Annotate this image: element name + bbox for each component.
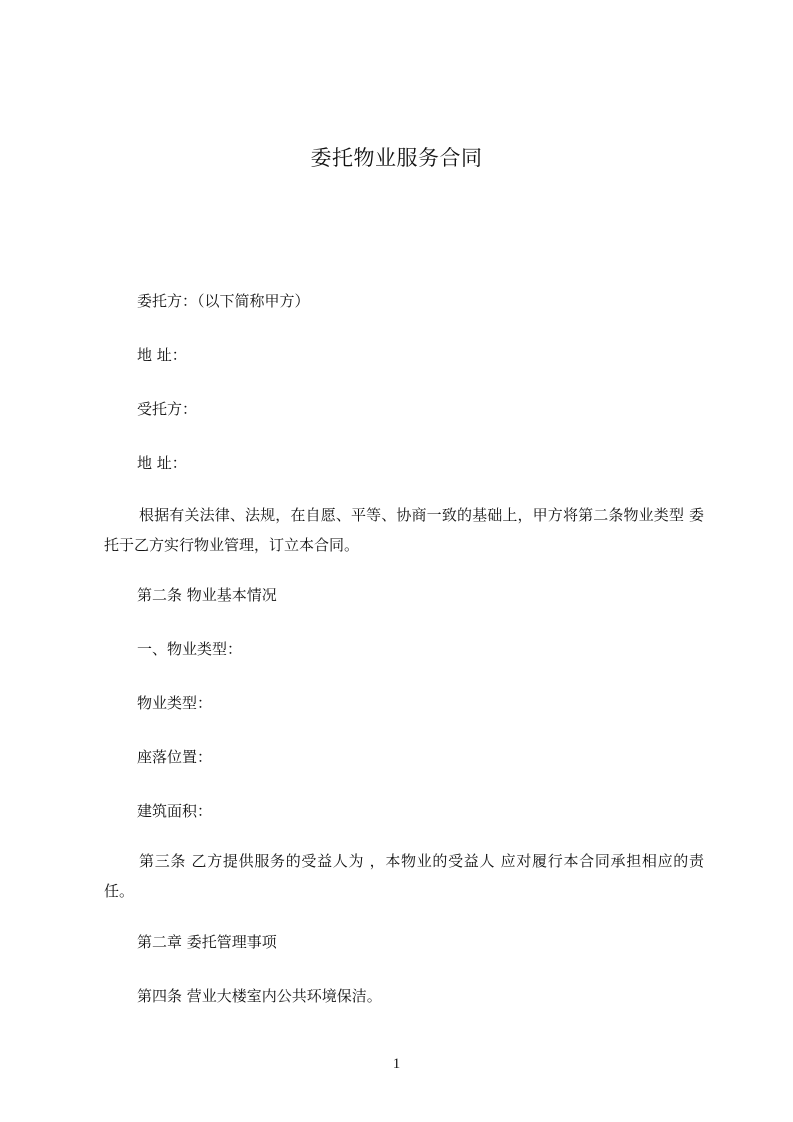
article-3-paragraph: 第三条 乙方提供服务的受益人为 ，本物业的受益人 应对履行本合同承担相应的责任。 xyxy=(104,852,704,900)
contractor-line: 受托方： xyxy=(137,400,198,418)
property-type-line: 物业类型： xyxy=(137,694,213,712)
contractor-address-line: 地 址： xyxy=(137,454,187,472)
building-area-line: 建筑面积： xyxy=(137,802,213,820)
location-line: 座落位置： xyxy=(137,748,213,766)
client-line: 委托方：（以下简称甲方） xyxy=(137,292,310,310)
intro-paragraph: 根据有关法律、法规，在自愿、平等、协商一致的基础上，甲方将第二条物业类型 委托于乙方实行物业管理，订立本合同。 xyxy=(104,506,704,554)
article-2-heading: 第二条 物业基本情况 xyxy=(137,586,277,604)
chapter-2-heading: 第二章 委托管理事项 xyxy=(137,933,277,951)
section-1-heading: 一、物业类型： xyxy=(137,640,243,658)
page-number: 1 xyxy=(392,1056,401,1072)
document-title: 委托物业服务合同 xyxy=(310,146,483,170)
client-address-line: 地 址： xyxy=(137,346,187,364)
article-4-line: 第四条 营业大楼室内公共环境保洁。 xyxy=(137,987,382,1005)
